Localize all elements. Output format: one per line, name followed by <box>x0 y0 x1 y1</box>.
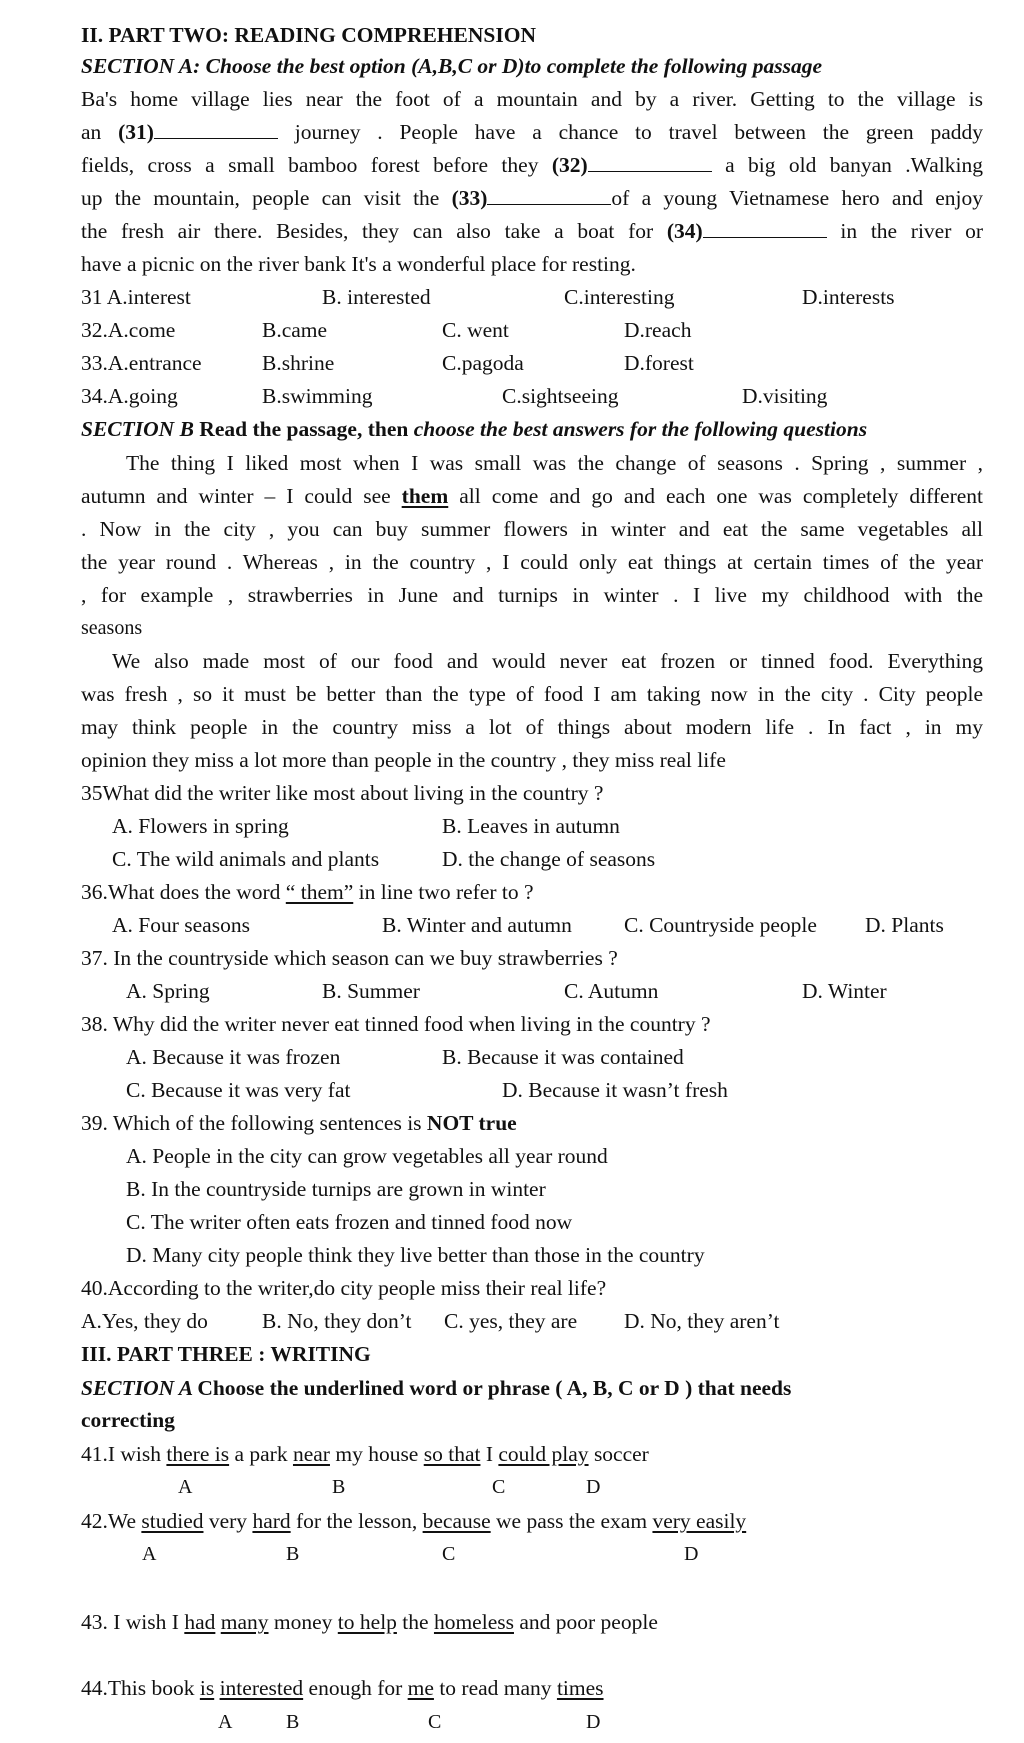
q41-part-d[interactable]: could play <box>498 1442 589 1466</box>
q37-stem: 37. In the countryside which season can we buy strawberries ? <box>81 946 618 970</box>
answer-blank <box>703 219 827 238</box>
text: the <box>396 1610 434 1634</box>
section-a-heading: SECTION A: Choose the best option (A,B,C or D)to complete the following passage <box>81 54 822 78</box>
q43-part-d[interactable]: homeless <box>433 1610 514 1634</box>
text: my house <box>329 1442 424 1466</box>
q44-letter-b: B <box>286 1711 300 1733</box>
q33-option-a[interactable]: 33.A.entrance <box>81 351 202 375</box>
passage-b-line: . Now in the city , you can buy summer flowers in winter and eat the same vegetables all <box>81 517 983 541</box>
q34-option-d[interactable]: D.visiting <box>742 384 828 408</box>
text: up the mountain, people can visit the <box>81 186 452 210</box>
q42-letter-a: A <box>142 1543 157 1565</box>
text: soccer <box>588 1442 649 1466</box>
text: fields, cross a small bamboo forest before they <box>81 153 552 177</box>
blank-number: (33) <box>451 186 488 210</box>
q34-option-b[interactable]: B.swimming <box>262 384 373 408</box>
text: I <box>480 1442 499 1466</box>
q35-option-a[interactable]: A. Flowers in spring <box>112 814 289 838</box>
passage-a-line: have a picnic on the river bank It's a wonderful place for resting. <box>81 252 636 276</box>
q38-option-a[interactable]: A. Because it was frozen <box>126 1045 341 1069</box>
q39-option-d[interactable]: D. Many city people think they live better than those in the country <box>126 1243 705 1267</box>
q41-part-b[interactable]: near <box>292 1442 330 1466</box>
text: to read many <box>433 1676 557 1700</box>
q40-option-b[interactable]: B. No, they don’t <box>262 1309 412 1333</box>
text: 44.This book <box>81 1676 200 1700</box>
q36-option-c[interactable]: C. Countryside people <box>624 913 817 937</box>
q35-option-d[interactable]: D. the change of seasons <box>442 847 656 871</box>
text: the fresh air there. Besides, they can also take a boat for <box>81 219 667 243</box>
q43-part-b[interactable]: many <box>220 1610 269 1634</box>
q31-option-c[interactable]: C.interesting <box>564 285 675 309</box>
q42-letter-d: D <box>684 1543 699 1565</box>
q44-sentence <box>81 1674 604 1702</box>
text: in line two refer to ? <box>353 880 534 904</box>
q39-option-b[interactable]: B. In the countryside turnips are grown in winter <box>126 1177 546 1201</box>
q44-part-b[interactable]: interested <box>219 1676 304 1700</box>
text: 43. I wish I <box>81 1610 185 1634</box>
passage-b-line: , for example , strawberries in June and turnips in winter . I live my childhood with the <box>81 583 983 607</box>
text: 41.I wish <box>81 1442 167 1466</box>
q41-letter-b: B <box>332 1476 346 1498</box>
q31-option-d[interactable]: D.interests <box>802 285 895 309</box>
q38-option-b[interactable]: B. Because it was contained <box>442 1045 684 1069</box>
q33-option-c[interactable]: C.pagoda <box>442 351 524 375</box>
q40-option-a[interactable]: A.Yes, they do <box>81 1309 208 1333</box>
passage-b-line: seasons <box>81 617 143 639</box>
q41-letter-c: C <box>492 1476 506 1498</box>
q44-letter-a: A <box>218 1711 233 1733</box>
blank-number: (31) <box>118 120 154 144</box>
passage-a-line <box>81 217 983 245</box>
q41-part-a[interactable]: there is <box>166 1442 230 1466</box>
q37-option-a[interactable]: A. Spring <box>126 979 210 1003</box>
q43-part-c[interactable]: to help <box>337 1610 397 1634</box>
part-three-section-a-heading-cont: correcting <box>81 1408 175 1432</box>
q42-part-d[interactable]: very easily <box>652 1509 747 1533</box>
text: very <box>203 1509 253 1533</box>
passage-a-line <box>81 184 983 212</box>
q37-option-d[interactable]: D. Winter <box>802 979 887 1003</box>
text: 39. Which of the following sentences is <box>81 1111 427 1135</box>
passage-a-line <box>81 118 983 146</box>
answer-blank <box>588 153 712 172</box>
text: a park <box>229 1442 293 1466</box>
q39-option-c[interactable]: C. The writer often eats frozen and tinned food now <box>126 1210 573 1234</box>
text: a big old banyan .Walking <box>711 153 983 177</box>
q43-part-a[interactable]: had <box>184 1610 216 1634</box>
text: of a young Vietnamese hero and enjoy <box>611 186 983 210</box>
part-three-heading: III. PART THREE : WRITING <box>81 1342 371 1366</box>
q32-option-b[interactable]: B.came <box>262 318 328 342</box>
part-three-section-a-heading <box>81 1374 791 1402</box>
q32-option-a[interactable]: 32.A.come <box>81 318 176 342</box>
q36-option-a[interactable]: A. Four seasons <box>112 913 250 937</box>
q35-option-b[interactable]: B. Leaves in autumn <box>442 814 620 838</box>
text: journey . People have a chance to travel between the green paddy <box>277 120 984 144</box>
q38-option-d[interactable]: D. Because it wasn’t fresh <box>502 1078 728 1102</box>
text: SECTION B <box>81 417 200 441</box>
q42-letter-b: B <box>286 1543 300 1565</box>
q41-letter-a: A <box>178 1476 193 1498</box>
q36-option-b[interactable]: B. Winter and autumn <box>382 913 572 937</box>
passage-b-line <box>81 482 983 510</box>
text: all come and go and each one was completely different <box>448 484 983 508</box>
q38-option-c[interactable]: C. Because it was very fat <box>126 1078 351 1102</box>
q35-stem: 35What did the writer like most about living in the country ? <box>81 781 604 805</box>
text: we pass the exam <box>490 1509 653 1533</box>
blank-number: (34) <box>666 219 703 243</box>
text: an <box>81 120 119 144</box>
q36-option-d[interactable]: D. Plants <box>865 913 944 937</box>
q42-part-a[interactable]: studied <box>141 1509 204 1533</box>
q44-part-a[interactable]: is <box>199 1676 215 1700</box>
q31-option-b[interactable]: B. interested <box>322 285 431 309</box>
q31-option-a[interactable]: 31 A.interest <box>81 285 191 309</box>
answer-blank <box>154 120 278 139</box>
underlined-word: them <box>401 484 449 508</box>
answer-blank <box>487 186 611 205</box>
text: for the lesson, <box>290 1509 423 1533</box>
text: autumn and winter – I could see <box>81 484 402 508</box>
q40-stem: 40.According to the writer,do city people miss their real life? <box>81 1276 607 1300</box>
text: Read the passage, then <box>199 417 414 441</box>
passage-a-line <box>81 151 983 179</box>
passage-b-line: opinion they miss a lot more than people in the country , they miss real life <box>81 748 726 772</box>
q42-part-b[interactable]: hard <box>252 1509 291 1533</box>
q32-option-c[interactable]: C. went <box>442 318 509 342</box>
text: Choose the underlined word or phrase ( A, B, C or D ) that needs <box>197 1376 792 1400</box>
passage-b-line: The thing I liked most when I was small was the change of seasons . Spring , summer , <box>126 451 983 475</box>
q37-option-b[interactable]: B. Summer <box>322 979 420 1003</box>
q41-sentence <box>81 1440 649 1468</box>
text: choose the best answers for the following questions <box>413 417 868 441</box>
text: in the river or <box>826 219 983 243</box>
text: 36.What does the word <box>81 880 286 904</box>
q42-part-c[interactable]: because <box>422 1509 491 1533</box>
q41-letter-d: D <box>586 1476 601 1498</box>
q39-stem <box>81 1109 517 1137</box>
text: 42.We <box>81 1509 142 1533</box>
passage-b-line: the year round . Whereas , in the country , I could only eat things at certain times of the year <box>81 550 983 574</box>
q44-part-c[interactable]: me <box>407 1676 434 1700</box>
q34-option-a[interactable]: 34.A.going <box>81 384 178 408</box>
q33-option-b[interactable]: B.shrine <box>262 351 335 375</box>
passage-b-line: may think people in the country miss a lot of things about modern life . In fact , in my <box>81 715 983 739</box>
passage-b-line: was fresh , so it must be better than the type of food I am taking now in the city . City people <box>81 682 983 706</box>
passage-a-line: Ba's home village lies near the foot of a mountain and by a river. Getting to the village is <box>81 87 983 111</box>
text: enough for <box>303 1676 408 1700</box>
q40-option-c[interactable]: C. yes, they are <box>444 1309 578 1333</box>
text: SECTION A <box>81 1376 198 1400</box>
section-b-heading <box>81 415 867 443</box>
q44-part-d[interactable]: times <box>556 1676 604 1700</box>
passage-b-line: We also made most of our food and would never eat frozen or tinned food. Everything <box>112 649 983 673</box>
emphasis: NOT true <box>426 1111 517 1135</box>
q41-part-c[interactable]: so that <box>423 1442 481 1466</box>
q38-stem: 38. Why did the writer never eat tinned food when living in the country ? <box>81 1012 711 1036</box>
q37-option-c[interactable]: C. Autumn <box>564 979 659 1003</box>
blank-number: (32) <box>551 153 588 177</box>
q32-option-d[interactable]: D.reach <box>624 318 692 342</box>
q44-letter-c: C <box>428 1711 442 1733</box>
q40-option-d[interactable]: D. No, they aren’t <box>624 1309 780 1333</box>
q42-letter-c: C <box>442 1543 456 1565</box>
part-two-heading: II. PART TWO: READING COMPREHENSION <box>81 23 536 47</box>
q35-option-c[interactable]: C. The wild animals and plants <box>112 847 380 871</box>
q36-stem <box>81 878 534 906</box>
q39-option-a[interactable]: A. People in the city can grow vegetables all year round <box>126 1144 608 1168</box>
q44-letter-d: D <box>586 1711 601 1733</box>
text: and poor people <box>513 1610 658 1634</box>
q43-sentence <box>81 1608 658 1636</box>
underlined-word: “ them” <box>285 880 354 904</box>
q33-option-d[interactable]: D.forest <box>624 351 694 375</box>
text: money <box>268 1610 338 1634</box>
q42-sentence <box>81 1507 746 1535</box>
q34-option-c[interactable]: C.sightseeing <box>502 384 619 408</box>
